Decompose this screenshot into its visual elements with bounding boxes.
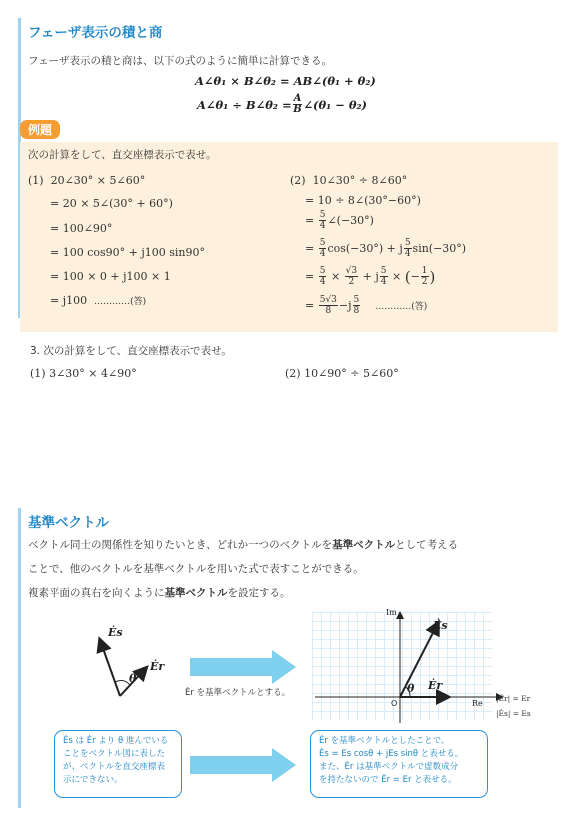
theta-label-plane: θ xyxy=(407,682,415,695)
section-title-reference-vector: 基準ベクトル xyxy=(28,515,109,531)
exercise-problem-2: (2) 10∠90° ÷ 5∠60° xyxy=(285,367,399,380)
right-arrow-icon xyxy=(190,650,298,684)
note-right: Ėr を基準ベクトルとしたことで、 Ės = Es cosθ + jEs sinθ と表せる。 また、Ėr は基準ベクトルで虚数成分 を持たないので Ėr = Er と表せる。 xyxy=(310,730,488,798)
note-left: Ės は Ėr より θ 進んでいる ことをベクトル図に表した が、ベクトルを直交座標表 示にできない。 xyxy=(54,730,182,798)
arrow-caption: Ėr を基準ベクトルとする。 xyxy=(185,688,291,698)
magnitude-er: |Ėr| = Er xyxy=(496,694,531,703)
step-4: = 100 × 0 + j100 × 1 xyxy=(50,270,171,283)
intro-text: フェーザ表示の積と商は、以下の式のように簡単に計算できる。 xyxy=(28,55,332,67)
magnitude-es: |Ės| = Es xyxy=(496,709,531,718)
formula-multiplication: A∠θ₁ × B∠θ₂ = AB∠(θ₁ + θ₂) xyxy=(195,74,376,88)
step-3: = 100 cos90° + j100 sin90° xyxy=(50,246,205,259)
er-label: Ėr xyxy=(150,660,165,673)
es-label: Ės xyxy=(108,626,123,639)
formula-division: A∠θ₁ ÷ B∠θ₂ = $\frac{A}{B}$ ∠(θ₁ − θ₂) xyxy=(197,93,367,115)
exercise-header: 3. 次の計算をして、直交座標表示で表せ。 xyxy=(30,345,232,357)
complex-plane xyxy=(310,605,510,727)
origin-label: O xyxy=(391,699,398,708)
exercise-problem-1: (1) 3∠30° × 4∠90° xyxy=(30,367,137,380)
step2-5: = $\frac{5√3}{8}$ −j $\frac{5}{8}$ …………(答) xyxy=(305,295,428,316)
step2-3: = $\frac{5}{4}$ cos(−30°) + j $\frac{5}{4}$ sin(−30°) xyxy=(305,238,467,259)
body-line-1: ベクトル同士の関係性を知りたいとき、どれか一つのベクトルを基準ベクトルとして考える xyxy=(28,539,459,551)
section-bar xyxy=(18,508,21,808)
step2-2: = $\frac{5}{4}$ ∠(−30°) xyxy=(305,210,374,231)
formula-fraction: $\frac{A}{B}$ xyxy=(293,93,302,115)
step-1: = 20 × 5∠(30° + 60°) xyxy=(50,197,173,210)
body-line-2: ことで、他のベクトルを基準ベクトルを用いた式で表すことができる。 xyxy=(28,563,364,575)
im-label: Im xyxy=(386,608,397,617)
step2-4: = $\frac{5}{4}$ × $\frac{√3}{2}$ + j $\frac{5}{4}$ × ( − $\frac{1}{2}$ ) xyxy=(305,266,436,287)
example-prompt: 次の計算をして、直交座標表示で表せ。 xyxy=(28,149,217,161)
problem-2: (2) 10∠30° ÷ 8∠60° xyxy=(290,174,408,187)
es-vector xyxy=(100,640,120,696)
problem-1: (1) 20∠30° × 5∠60° xyxy=(28,174,146,187)
re-label: Re xyxy=(472,699,483,708)
step2-1: = 10 ÷ 8∠(30°−60°) xyxy=(305,194,421,207)
er-label-plane: Ėr xyxy=(428,679,443,692)
example-badge: 例題 xyxy=(20,120,60,139)
es-label-plane: Ės xyxy=(433,619,448,632)
body-line-3: 複素平面の真右を向くように基準ベクトルを設定する。 xyxy=(28,587,291,599)
section-title-phasor: フェーザ表示の積と商 xyxy=(28,25,163,41)
vector-diagram-left xyxy=(80,618,190,718)
example-box xyxy=(20,142,558,332)
right-arrow-icon xyxy=(190,748,298,782)
theta-label: θ xyxy=(129,672,137,685)
step-2: = 100∠90° xyxy=(50,222,113,235)
angle-arc xyxy=(115,681,130,685)
step-5: = j100 …………(答) xyxy=(50,294,147,307)
